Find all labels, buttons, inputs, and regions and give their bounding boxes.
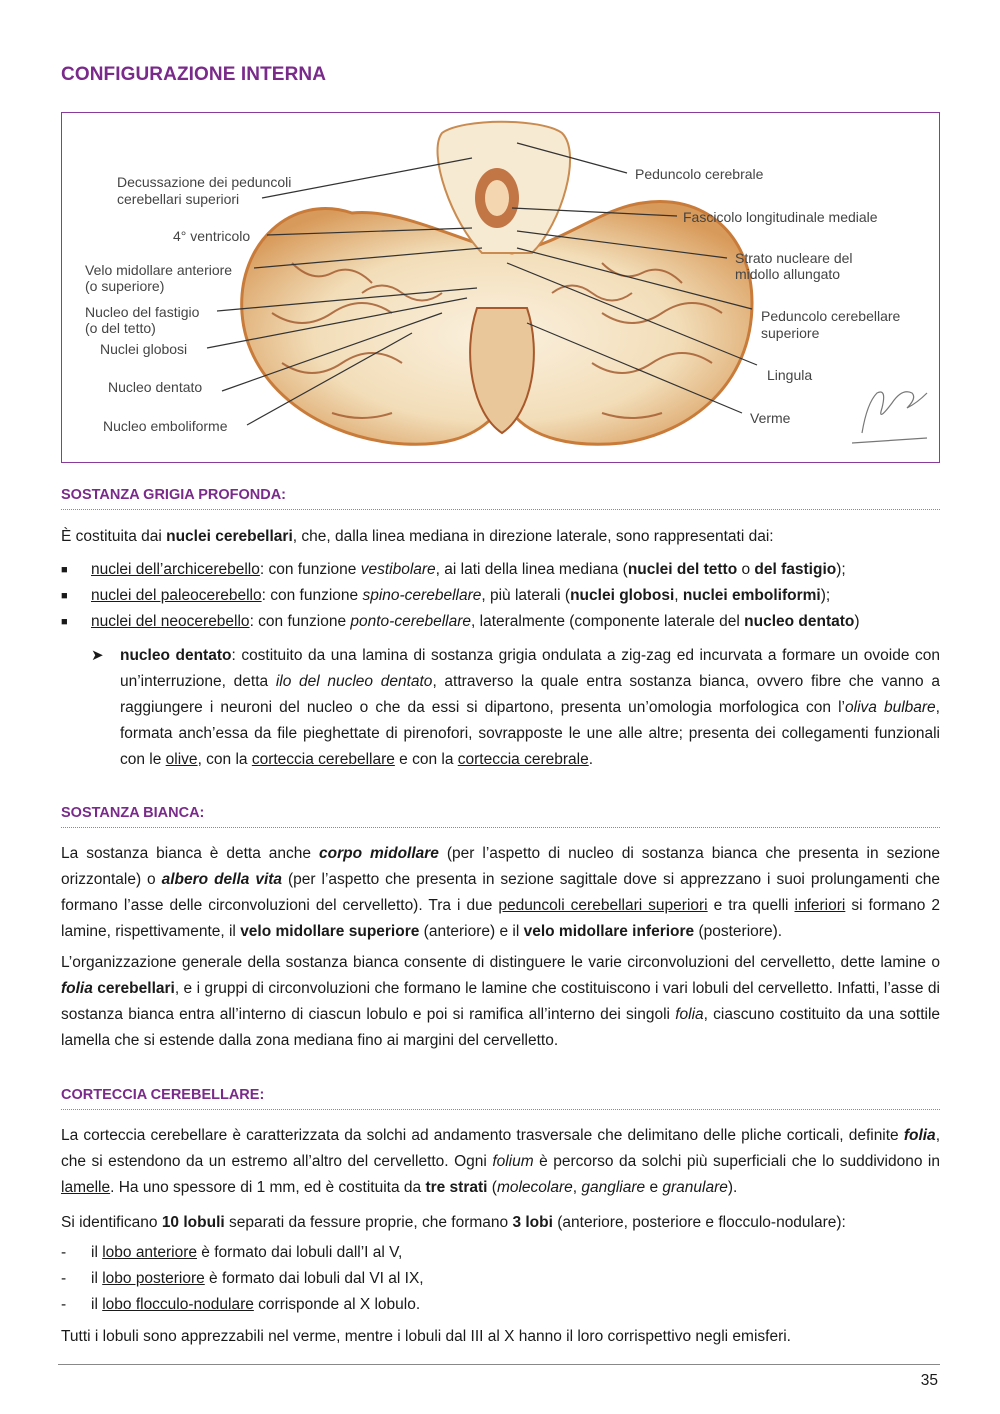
- netter-signature: [852, 392, 927, 443]
- bullet-marker: ■: [61, 616, 68, 628]
- label-nucleo-dentato: Nucleo dentato: [108, 379, 203, 395]
- label-fascicolo-longitudinale: Fascicolo longitudinale mediale: [683, 209, 878, 225]
- label-lingula: Lingula: [767, 367, 813, 383]
- label-peduncolo-cerebellare: Peduncolo cerebellare: [761, 308, 901, 324]
- label-decussazione: Decussazione dei peduncoli: [117, 174, 292, 190]
- list-item: ■ nuclei del paleocerebello: con funzione spino-cerebellare, più laterali (nuclei globosi, nuclei emboliformi);: [61, 583, 940, 609]
- label-o-del-tetto: (o del tetto): [85, 320, 156, 336]
- label-nucleo-emboliforme: Nucleo emboliforme: [103, 418, 228, 434]
- dash-marker: -: [61, 1296, 67, 1313]
- nuclei-list: [61, 557, 940, 635]
- label-superiore: superiore: [761, 325, 820, 341]
- dash-marker: -: [61, 1244, 67, 1261]
- page-title: CONFIGURAZIONE INTERNA: [61, 64, 327, 85]
- list-item: ■ nuclei del neocerebello: con funzione ponto-cerebellare, lateralmente (componente laterale del nucleo dentato): [61, 609, 940, 635]
- label-4-ventricolo: 4° ventricolo: [173, 228, 251, 244]
- sec3-paragraph-2: Si identificano 10 lobuli separati da fessure proprie, che formano 3 lobi (anteriore, posteriore e flocculo-nodulare):: [61, 1214, 846, 1231]
- cerebellum-illustration: [62, 113, 939, 462]
- sec2-paragraph-1: La sostanza bianca è detta anche corpo midollare (per l’aspetto di nucleo di sostanza bianca che presenta in sezione orizzontale) o albero della vita (per l’aspetto che presenta in sezione sagittale dove si apprezzano i suoi prolungamenti che formano l’asse delle circonvoluzioni del cervelletto). Tra i due peduncoli cerebellari superiori e tra quelli inferiori si formano 2 lamine, rispettivamente, il velo midollare superiore (anteriore) e il velo midollare inferiore (posteriore).: [61, 845, 940, 940]
- list-item: - il lobo posteriore è formato dai lobuli dal VI al IX,: [61, 1266, 940, 1292]
- sec2-paragraph-2: L’organizzazione generale della sostanza bianca consente di distinguere le varie circonvoluzioni del cervelletto, dette lamine o folia cerebellari, e i gruppi di circonvoluzioni che formano le lamine che costituiscono i vari lobuli del cervelletto. Infatti, l’asse di sostanza bianca entra all’interno di ciascun lobulo e poi si ramifica all’interno dei singoli folia, ciascuno costituito da una sottile lamella che si estende dalla zona mediana fino ai margini del cervelletto.: [61, 954, 941, 1049]
- list-item: ■ nuclei dell’archicerebello: con funzione vestibolare, ai lati della linea mediana (nuclei del tetto o del fastigio);: [61, 557, 940, 583]
- label-verme: Verme: [750, 410, 791, 426]
- label-nucleo-fastigio: Nucleo del fastigio: [85, 304, 200, 320]
- bullet-marker: ■: [61, 564, 68, 576]
- list-item: - il lobo anteriore è formato dai lobuli dall’I al V,: [61, 1240, 940, 1266]
- lobi-list: [61, 1240, 940, 1318]
- footer-divider: [58, 1364, 940, 1365]
- page-number: 35: [920, 1372, 938, 1389]
- label-peduncolo-cerebrale: Peduncolo cerebrale: [635, 166, 764, 182]
- sec1-intro: È costituita dai nuclei cerebellari, che, dalla linea mediana in direzione laterale, sono rappresentati dai:: [61, 528, 774, 545]
- label-nuclei-globosi: Nuclei globosi: [100, 341, 188, 357]
- label-midollo-allungato: midollo allungato: [735, 266, 841, 282]
- label-strato-nucleare: Strato nucleare del: [735, 250, 853, 266]
- bullet-marker: ■: [61, 590, 68, 602]
- dash-marker: -: [61, 1270, 67, 1287]
- cerebellum-figure: [61, 112, 940, 463]
- sec3-paragraph-1: La corteccia cerebellare è caratterizzata da solchi ad andamento trasversale che delimitano delle pliche corticali, definite folia, che si estendono da un estremo all’altro del cervelletto. Ogni folium è percorso da solchi più superficiali che lo suddividono in lamelle. Ha uno spessore di 1 mm, ed è costituita da tre strati (molecolare, gangliare e granulare).: [61, 1127, 940, 1196]
- section-heading-corteccia: CORTECCIA CEREBELLARE:: [61, 1087, 940, 1110]
- section-heading-sostanza-bianca: SOSTANZA BIANCA:: [61, 805, 940, 828]
- list-item: - il lobo flocculo-nodulare corrisponde al X lobulo.: [61, 1292, 940, 1318]
- label-cerebellari-superiori: cerebellari superiori: [117, 191, 240, 207]
- label-velo-midollare: Velo midollare anteriore: [85, 262, 233, 278]
- arrow-bullet-icon: ➤: [91, 647, 104, 664]
- label-o-superiore: (o superiore): [85, 278, 165, 294]
- section-heading-sostanza-grigia: SOSTANZA GRIGIA PROFONDA:: [61, 487, 940, 510]
- sec3-paragraph-3: Tutti i lobuli sono apprezzabili nel verme, mentre i lobuli dal III al X hanno il loro corrispettivo negli emisferi.: [61, 1328, 791, 1345]
- nucleo-dentato-detail: ➤ nucleo dentato: costituito da una lamina di sostanza grigia ondulata a zig-zag ed incurvata a formare un ovoide con un’interruzione, detta ilo del nucleo dentato, attraverso la quale entra sostanza bianca, ovvero fibre che vanno a raggiungere i neuroni del nucleo o che da essi si dipartono, presenta un’omologia morfologica con l’oliva bulbare, formata anch’essa da file pieghettate di pirenofori, sovrapposte le une alle altre; presenta dei collegamenti funzionali con le olive, con la corteccia cerebellare e con la corteccia cerebrale.: [91, 643, 940, 773]
